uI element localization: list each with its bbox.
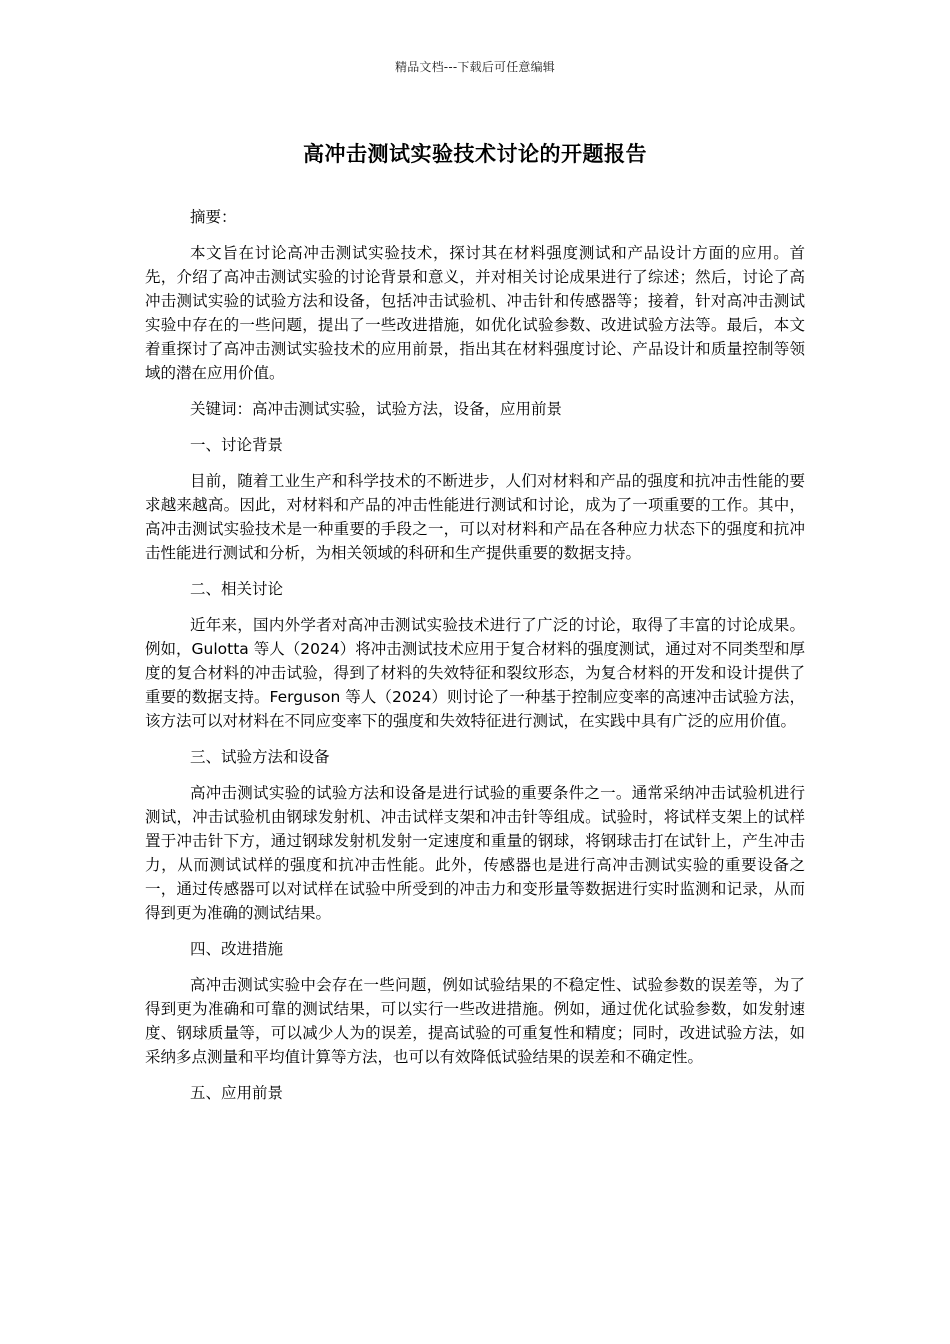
section-heading-methods: 三、试验方法和设备 xyxy=(189,748,330,766)
section-heading-prospects: 五、应用前景 xyxy=(189,1084,283,1102)
section-body-methods: 高冲击测试实验的试验方法和设备是进行试验的重要条件之一。通常采纳冲击试验机进行测试，冲击试验机由钢球发射机、冲击试样支架和冲击针等组成。试验时，将试样支架上的试样置于冲击针下方，通过钢球发射机发射一定速度和重量的钢球，将钢球击打在试针上，产生冲击力，从而测试试样的强度和抗冲击性能。此外，传感器也是进行高冲击测试实验的重要设备之一，通过传感器可以对试样在试验中所受到的冲击力和变形量等数据进行实时监测和记录，从而得到更为准确的测试结果。 xyxy=(145,784,805,922)
header-note: 精品文档---下载后可任意编辑 xyxy=(395,60,555,74)
section-heading-background: 一、讨论背景 xyxy=(189,436,283,454)
abstract-paragraph: 本文旨在讨论高冲击测试实验技术，探讨其在材料强度测试和产品设计方面的应用。首先，介绍了高冲击测试实验的讨论背景和意义，并对相关讨论成果进行了综述；然后，讨论了高冲击测试实验的试验方法和设备，包括冲击试验机、冲击针和传感器等；接着，针对高冲击测试实验中存在的一些问题，提出了一些改进措施，如优化试验参数、改进试验方法等。最后，本文着重探讨了高冲击测试实验技术的应用前景，指出其在材料强度讨论、产品设计和质量控制等领域的潜在应用价值。 xyxy=(145,244,805,382)
keywords-line: 关键词：高冲击测试实验，试验方法，设备，应用前景 xyxy=(189,400,562,418)
section-heading-improvements: 四、改进措施 xyxy=(189,940,283,958)
abstract-label: 摘要： xyxy=(189,208,237,226)
section-body-improvements: 高冲击测试实验中会存在一些问题，例如试验结果的不稳定性、试验参数的误差等，为了得到更为准确和可靠的测试结果，可以实行一些改进措施。例如，通过优化试验参数，如发射速度、钢球质量等，可以减少人为的误差，提高试验的可重复性和精度；同时，改进试验方法，如采纳多点测量和平均值计算等方法，也可以有效降低试验结果的误差和不确定性。 xyxy=(145,976,805,1066)
document-body xyxy=(145,205,805,1117)
section-heading-related-work: 二、相关讨论 xyxy=(189,580,283,598)
section-body-background: 目前，随着工业生产和科学技术的不断进步，人们对材料和产品的强度和抗冲击性能的要求越来越高。因此，对材料和产品的冲击性能进行测试和讨论，成为了一项重要的工作。其中，高冲击测试实验技术是一种重要的手段之一，可以对材料和产品在各种应力状态下的强度和抗冲击性能进行测试和分析，为相关领域的科研和生产提供重要的数据支持。 xyxy=(145,472,805,562)
section-body-related-work: 近年来，国内外学者对高冲击测试实验技术进行了广泛的讨论，取得了丰富的讨论成果。例如，Gulotta 等人（2024）将冲击测试技术应用于复合材料的强度测试，通过对不同类型和厚度的复合材料的冲击试验，得到了材料的失效特征和裂纹形态，为复合材料的开发和设计提供了重要的数据支持。Ferguson 等人（2024）则讨论了一种基于控制应变率的高速冲击试验方法，该方法可以对材料在不同应变率下的强度和失效特征进行测试，在实践中具有广泛的应用价值。 xyxy=(145,616,805,730)
document-title: 高冲击测试实验技术讨论的开题报告 xyxy=(303,142,647,166)
